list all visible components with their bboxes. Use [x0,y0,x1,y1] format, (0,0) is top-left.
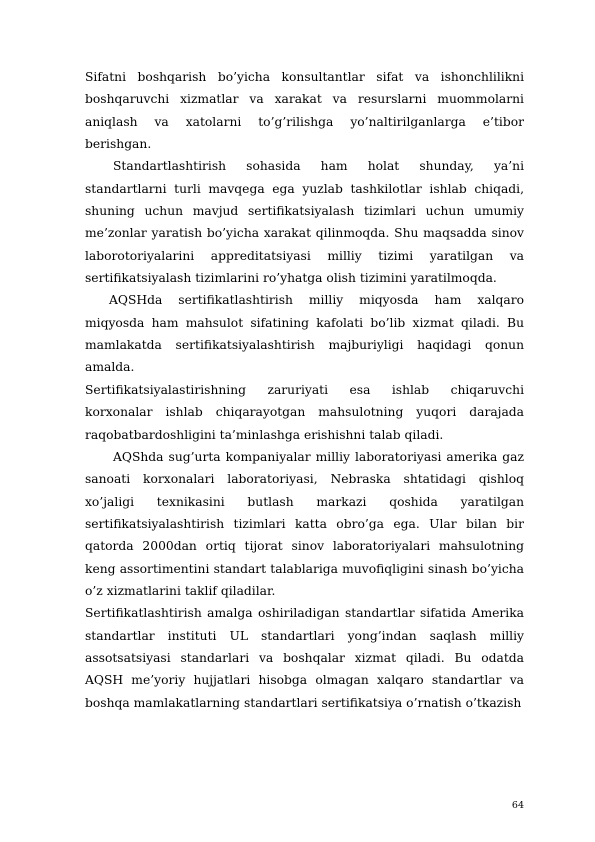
page-number: 64 [511,800,524,811]
paragraph-standards-used: Sertifikatlashtirish amalga oshiriladigan standartlar sifatida Amerika standartlar instituti UL standartlari yong’indan saqlash milliy assotsatsiyasi standarlari va boshqalar xizmat qiladi. Bu odatda AQSH me’yoriy hujjatlari hisobga olmagan xalqaro standartlar va boshqa mamlakatlarning standartlari sertifikatsiya o’rnatish o’tkazish [85,606,524,710]
paragraph-standardization: Standartlashtirish sohasida ham holat shunday, ya’ni standartlarni turli mavqega ega yuzlab tashkilotlar ishlab chiqadi, shuning uchun mavjud sertifikatsiyalash tizimlari uchun umumiy me’zonlar yaratish bo’yicha xarakat qilinmoqda. Shu maqsadda sinov laborotoriyalarini appreditatsiyasi milliy tizimi yaratilgan va sertifikatsiyalash tizimlarini ro’yhatga olish tizimini yaratilmoqda. [85,159,524,286]
paragraph-usa-certification: AQSHda sertifikatlashtirish milliy miqyosda ham xalqaro miqyosda ham mahsulot sifatining kafolati bo’lib xizmat qiladi. Bu mamlakatda sertifikatsiyalashtirish majburiyligi haqidagi qonun amalda. [85,293,524,375]
body-text [85,66,524,714]
paragraph-usa-laboratories: AQShda sug’urta kompaniyalar milliy laboratoriyasi amerika gaz sanoati korxonalari laboratoriyasi, Nebraska shtatidagi qishloq xo’jaligi texnikasini butlash markazi qoshida yaratilgan sertifikatsiyalashtirish tizimlari katta obro’ga ega. Ular bilan bir qatorda 2000dan ortiq tijorat sinov laboratoriyalari mahsulotning keng assortimentini standart talablariga muvofiqligini sinash bo’yicha o’z xizmatlarini taklif qiladilar. [85,449,524,598]
paragraph-certification-necessity: Sertifikatsiyalastirishning zaruriyati esa ishlab chiqaruvchi korxonalar ishlab chiqarayotgan mahsulotning yuqori darajada raqobatbardoshligini ta’minlashga erishishni talab qiladi. [85,382,524,442]
paragraph-consultants: Sifatni boshqarish bo’yicha konsultantlar sifat va ishonchlilikni boshqaruvchi xizmatlar va xarakat va resurslarni muommolarni aniqlash va xatolarni to’g’rilishga yo’naltirilganlarga e’tibor berishgan. [85,70,524,152]
